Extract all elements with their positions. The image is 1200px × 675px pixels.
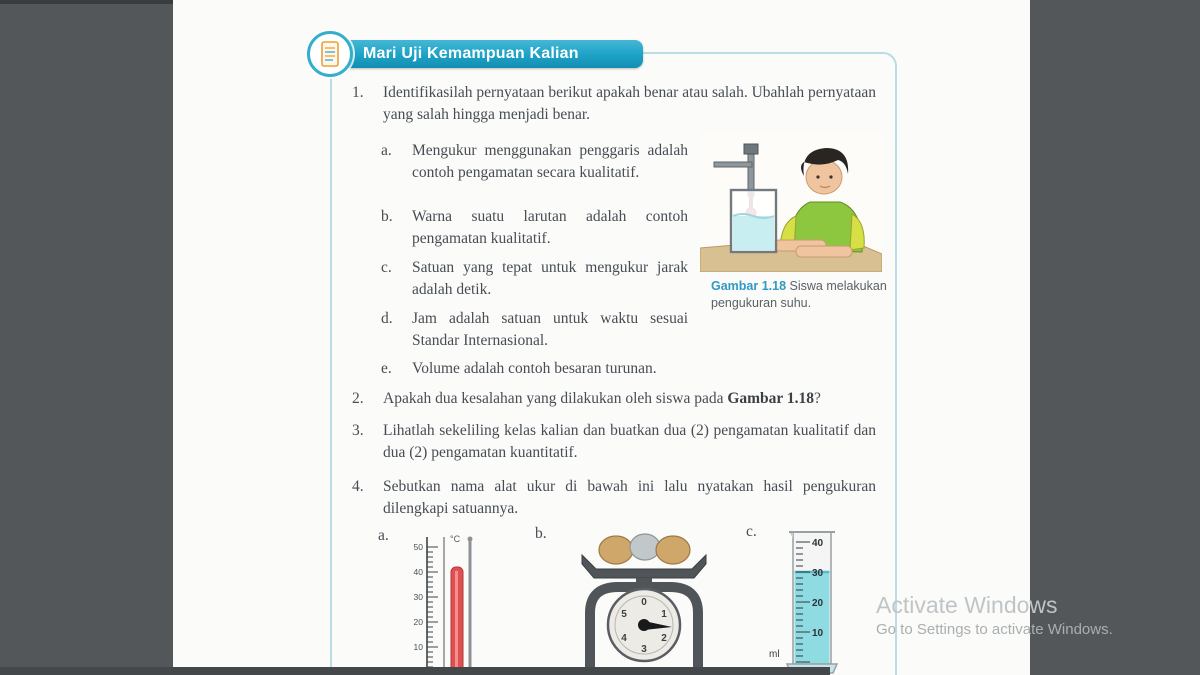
svg-text:5: 5 (621, 609, 627, 620)
item-a-letter: a. (381, 142, 392, 159)
item-c-letter: c. (381, 259, 392, 276)
question-1-item-c (381, 257, 688, 301)
svg-text:10: 10 (812, 628, 824, 639)
svg-text:40: 40 (413, 567, 423, 577)
question-1-number: 1. (352, 84, 364, 101)
question-2-pre: Apakah dua kesalahan yang dilakukan oleh siswa pada (383, 390, 728, 407)
textbook-page (173, 0, 1030, 675)
figure-1-18-illustration (700, 132, 882, 272)
question-1 (352, 82, 876, 126)
instrument-a-label: a. (378, 527, 389, 544)
figure-caption (711, 278, 891, 312)
item-b-text: Warna suatu larutan adalah contoh pengamatan kualitatif. (412, 208, 688, 247)
svg-text:4: 4 (621, 633, 627, 644)
item-a-text: Mengukur menggunakan penggaris adalah contoh pengamatan secara kualitatif. (412, 142, 688, 181)
thermometer-icon (410, 531, 485, 675)
item-c-text: Satuan yang tepat untuk mengukur jarak adalah detik. (412, 259, 688, 298)
item-d-text: Jam adalah satuan untuk waktu sesuai Standar Internasional. (412, 310, 688, 349)
question-1-item-a (381, 140, 688, 184)
item-b-letter: b. (381, 208, 393, 225)
graduated-cylinder-icon (763, 526, 849, 675)
question-2-post: ? (814, 390, 821, 407)
top-edge-strip (0, 0, 173, 4)
question-3-text: Lihatlah sekeliling kelas kalian dan buatkan dua (2) pengamatan kualitatif dan dua (2) pengamatan kuantitatif. (383, 422, 876, 461)
notebook-icon (307, 31, 353, 77)
item-d-letter: d. (381, 310, 393, 327)
kitchen-scale-icon (576, 533, 716, 675)
svg-text:2: 2 (661, 633, 667, 644)
svg-text:30: 30 (413, 592, 423, 602)
watermark-line-1: Activate Windows (876, 592, 1058, 618)
question-1-text: Identifikasilah pernyataan berikut apakah benar atau salah. Ubahlah pernyataan yang salah hingga menjadi benar. (383, 84, 876, 123)
figure-caption-text: Siswa melakukan pengukuran suhu. (711, 279, 887, 310)
question-1-item-e (381, 358, 688, 380)
svg-text:30: 30 (812, 568, 824, 579)
question-2-number: 2. (352, 390, 364, 407)
svg-text:ml: ml (769, 649, 780, 660)
section-header-banner (323, 40, 643, 68)
svg-text:10: 10 (413, 642, 423, 652)
question-2-text (383, 388, 876, 410)
question-4 (352, 476, 876, 520)
svg-text:20: 20 (812, 598, 824, 609)
watermark-line-2: Go to Settings to activate Windows. (876, 621, 1113, 638)
item-e-text: Volume adalah contoh besaran turunan. (412, 360, 657, 377)
question-2 (352, 388, 876, 410)
svg-text:°C: °C (450, 534, 461, 544)
bottom-edge-strip (0, 667, 830, 675)
question-4-text: Sebutkan nama alat ukur di bawah ini lalu nyatakan hasil pengukuran dilengkapi satuannya. (383, 478, 876, 517)
section-title: Mari Uji Kemampuan Kalian (363, 45, 579, 62)
item-e-letter: e. (381, 360, 392, 377)
question-2-bold-ref: Gambar 1.18 (727, 390, 815, 407)
svg-text:50: 50 (413, 542, 423, 552)
question-4-number: 4. (352, 478, 364, 495)
question-3 (352, 420, 876, 464)
instrument-b-label: b. (535, 525, 547, 542)
svg-text:0: 0 (641, 597, 647, 608)
svg-text:3: 3 (641, 644, 647, 655)
instrument-c-label: c. (746, 523, 757, 540)
svg-text:40: 40 (812, 538, 824, 549)
svg-text:1: 1 (661, 609, 667, 620)
question-1-item-d (381, 308, 688, 352)
figure-caption-label: Gambar 1.18 (711, 279, 787, 293)
question-3-number: 3. (352, 422, 364, 439)
question-1-item-b (381, 206, 688, 250)
beaker (731, 190, 776, 252)
svg-text:20: 20 (413, 617, 423, 627)
